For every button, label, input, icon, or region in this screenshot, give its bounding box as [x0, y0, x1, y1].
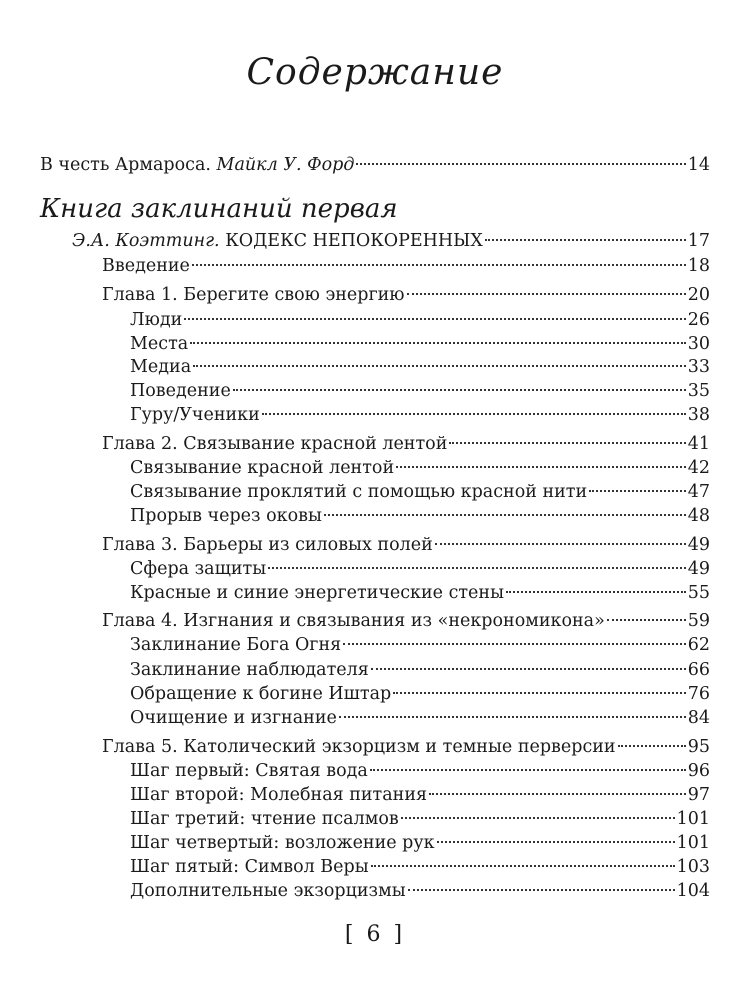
toc-chapter-label: Глава 1. Берегите свою энергию — [102, 285, 405, 305]
toc-item-label: Дополнительные экзорцизмы — [130, 881, 406, 901]
toc-chapter[interactable] — [102, 735, 710, 759]
toc-item-label: Медиа — [130, 357, 192, 377]
toc-item[interactable] — [130, 308, 710, 332]
toc-entry-page: 101 — [676, 833, 710, 853]
toc-entry-page: 101 — [676, 809, 710, 829]
toc-item[interactable] — [130, 379, 710, 403]
toc-item[interactable] — [130, 504, 710, 528]
leader-dots — [356, 163, 685, 165]
toc-item[interactable] — [130, 807, 710, 831]
toc-entry-page: 84 — [687, 708, 710, 728]
toc-item-label: Шаг первый: Святая вода — [130, 761, 368, 781]
leader-dots — [401, 817, 675, 819]
toc-entry-page: 14 — [687, 155, 710, 175]
toc-entry-page: 47 — [687, 482, 710, 502]
toc-item[interactable] — [130, 332, 710, 356]
leader-dots — [485, 239, 686, 241]
toc-entry-page: 30 — [687, 334, 710, 354]
toc-entry-author: Майкл У. Форд — [216, 155, 355, 175]
leader-dots — [407, 293, 686, 295]
toc-chapter-label: Глава 4. Изгнания и связывания из «некрономикона» — [102, 611, 605, 631]
toc-entry-page: 41 — [687, 434, 710, 454]
toc-item[interactable] — [130, 403, 710, 427]
toc-item-label: Красные и синие энергетические стены — [130, 583, 505, 603]
toc-item[interactable] — [130, 456, 710, 480]
page-number: [ 6 ] — [344, 922, 406, 947]
leader-dots — [339, 716, 686, 718]
toc-item[interactable] — [130, 557, 710, 581]
leader-dots — [268, 567, 686, 569]
toc-item-label: Люди — [130, 310, 183, 330]
toc-entry-page: 103 — [676, 857, 710, 877]
leader-dots — [233, 389, 686, 391]
toc-item[interactable] — [130, 581, 710, 605]
toc-chapter-label: Глава 2. Связывание красной лентой — [102, 434, 448, 454]
leader-dots — [589, 490, 686, 492]
toc-entry-page: 20 — [687, 285, 710, 305]
toc-item-label: Связывание красной лентой — [130, 458, 395, 478]
leader-dots — [192, 264, 686, 266]
toc-item[interactable] — [130, 682, 710, 706]
toc-item[interactable] — [130, 658, 710, 682]
toc-item-label: Обращение к богине Иштар — [130, 684, 392, 704]
leader-dots — [449, 442, 685, 444]
toc-entry-intro[interactable] — [40, 153, 710, 177]
leader-dots — [324, 514, 686, 516]
toc-item[interactable] — [130, 480, 710, 504]
leader-dots — [184, 318, 685, 320]
toc-chapter[interactable] — [102, 609, 710, 633]
toc-entry-page: 97 — [687, 785, 710, 805]
toc-chapter[interactable] — [102, 432, 710, 456]
toc-entry-page: 26 — [687, 310, 710, 330]
toc-entry-page: 104 — [676, 881, 710, 901]
leader-dots — [370, 769, 686, 771]
leader-dots — [262, 413, 686, 415]
toc-entry-page: 35 — [687, 381, 710, 401]
toc-chapter[interactable] — [102, 283, 710, 307]
toc-entry-page: 49 — [687, 535, 710, 555]
page-title: Содержание — [246, 52, 504, 93]
leader-dots — [343, 643, 686, 645]
toc-item[interactable] — [130, 783, 710, 807]
toc-item-label: Сфера защиты — [130, 559, 267, 579]
toc-entry-page: 76 — [687, 684, 710, 704]
toc-entry-page: 33 — [687, 357, 710, 377]
toc-entry-author: Э.А. Коэттинг. — [72, 231, 220, 251]
toc-item-label: Поведение — [130, 381, 231, 401]
leader-dots — [396, 466, 686, 468]
leader-dots — [371, 668, 686, 670]
toc-entry-page: 42 — [687, 458, 710, 478]
toc-entry-page: 55 — [687, 583, 710, 603]
leader-dots — [408, 889, 675, 891]
toc-chapter-label: Глава 5. Католический экзорцизм и темные перверсии — [102, 737, 616, 757]
toc-entry-introduction[interactable] — [102, 254, 710, 278]
toc-item-label: Очищение и изгнание — [130, 708, 337, 728]
toc-item-label: Заклинание наблюдателя — [130, 660, 369, 680]
toc-item[interactable] — [130, 831, 710, 855]
leader-dots — [429, 793, 686, 795]
toc-item[interactable] — [130, 879, 710, 903]
leader-dots — [506, 591, 686, 593]
leader-dots — [435, 543, 686, 545]
toc-entry-page: 66 — [687, 660, 710, 680]
leader-dots — [371, 865, 675, 867]
toc-item-label: Гуру/Ученики — [130, 405, 260, 425]
toc-item[interactable] — [130, 759, 710, 783]
leader-dots — [607, 619, 686, 621]
toc-item-label: Шаг четвертый: возложение рук — [130, 833, 435, 853]
toc-item-label: Шаг второй: Молебная питания — [130, 785, 428, 805]
toc-item-label: Шаг третий: чтение псалмов — [130, 809, 399, 829]
toc-entry-label: Э.А. Коэттинг. КОДЕКС НЕПОКОРЕННЫХ — [72, 231, 483, 251]
book-heading: Книга заклинаний первая — [40, 194, 398, 224]
toc-item[interactable] — [130, 855, 710, 879]
toc-item[interactable] — [130, 355, 710, 379]
leader-dots — [618, 745, 686, 747]
toc-entry-page: 18 — [687, 256, 710, 276]
toc-item-label: Места — [130, 334, 189, 354]
leader-dots — [193, 365, 686, 367]
toc-item-label: Заклинание Бога Огня — [130, 635, 342, 655]
toc-entry-label: Введение — [102, 256, 190, 276]
toc-entry-page: 17 — [687, 231, 710, 251]
toc-item-label: Шаг пятый: Символ Веры — [130, 857, 369, 877]
toc-chapter-label: Глава 3. Барьеры из силовых полей — [102, 535, 433, 555]
toc-entry-part[interactable] — [72, 229, 710, 253]
toc-item-label: Связывание проклятий с помощью красной нити — [130, 482, 588, 502]
toc-entry-page: 62 — [687, 635, 710, 655]
leader-dots — [190, 342, 686, 344]
toc-entry-page: 49 — [687, 559, 710, 579]
toc-entry-page: 59 — [687, 611, 710, 631]
toc-entry-page: 38 — [687, 405, 710, 425]
leader-dots — [393, 692, 685, 694]
toc-entry-page: 96 — [687, 761, 710, 781]
toc-item[interactable] — [130, 706, 710, 730]
toc-entry-page: 48 — [687, 506, 710, 526]
leader-dots — [437, 841, 675, 843]
toc-item-label: Прорыв через оковы — [130, 506, 322, 526]
toc-entry-label: В честь Армароса. Майкл У. Форд — [40, 155, 355, 175]
toc-item[interactable] — [130, 633, 710, 657]
toc-chapter[interactable] — [102, 533, 710, 557]
toc-entry-page: 95 — [687, 737, 710, 757]
